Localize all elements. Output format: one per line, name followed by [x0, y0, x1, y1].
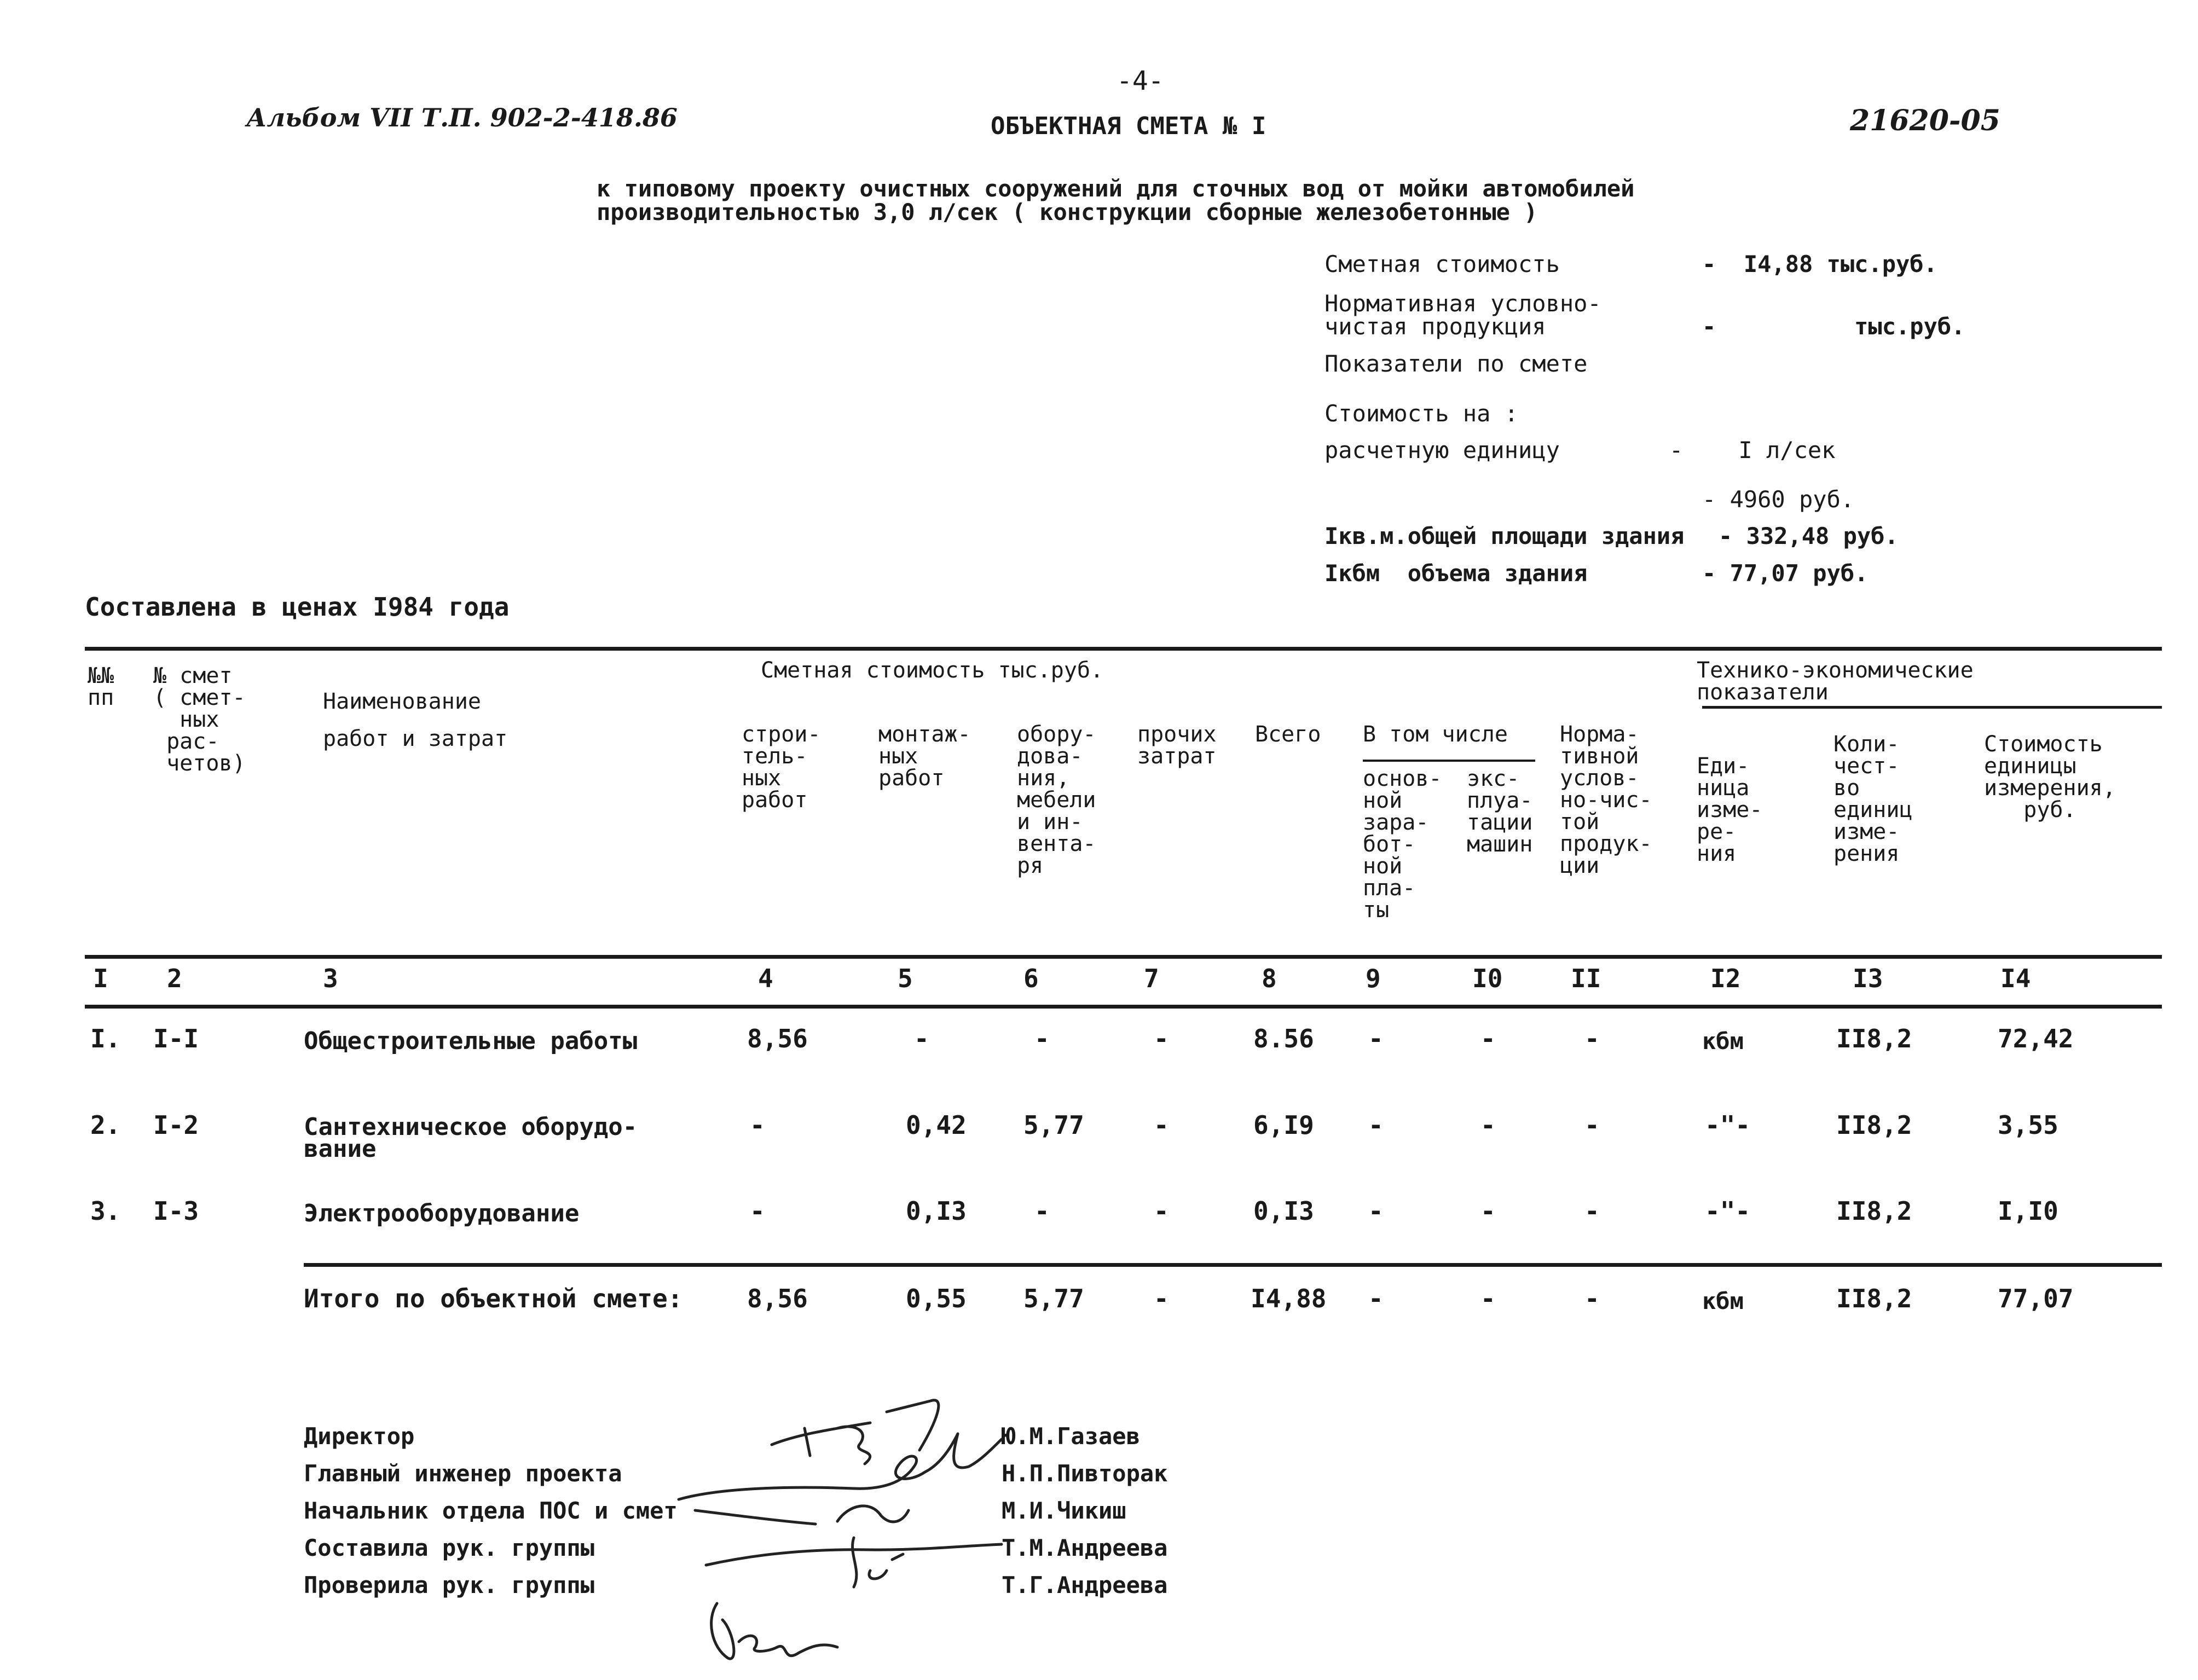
column-number: 6: [1023, 964, 1039, 993]
row-number: 3.: [90, 1196, 121, 1226]
row-estimate-ref: I-I: [153, 1024, 199, 1053]
column-number: 5: [898, 964, 913, 993]
unit-label: расчетную единицу: [1324, 437, 1560, 464]
row-unit-cost: 3,55: [1998, 1110, 2058, 1140]
row-normative: -: [1584, 1196, 1600, 1226]
signature-role: Начальник отдела ПОС и смет: [304, 1497, 678, 1524]
row-equipment: -: [1034, 1196, 1050, 1226]
column-number: I4: [2000, 964, 2031, 993]
totals-unit-cost: 77,07: [1998, 1284, 2074, 1313]
signatory-name: Ю.М.Газаев: [1002, 1423, 1140, 1450]
row-equipment: -: [1034, 1024, 1050, 1053]
row-unit: -"-: [1705, 1196, 1751, 1226]
signatory-name: Т.М.Андреева: [1002, 1534, 1168, 1561]
totals-total: I4,88: [1251, 1284, 1327, 1313]
signature-role: Главный инженер проекта: [304, 1460, 622, 1487]
totals-installation: 0,55: [906, 1284, 967, 1313]
header-machine-operation: экс- плуа- тации машин: [1467, 766, 1533, 857]
header-quantity: Коли- чест- во единиц изме- рения: [1833, 732, 1913, 866]
unit-value: - I л/сек: [1669, 437, 1836, 464]
page-number: -4-: [1117, 66, 1164, 96]
column-number: 3: [323, 964, 338, 993]
normative-label-2: чистая продукция: [1324, 313, 1546, 340]
signatory-name: М.И.Чикиш: [1002, 1497, 1126, 1524]
header-tech-group: Технико-экономические показатели: [1697, 658, 1974, 705]
row-total: 8.56: [1253, 1024, 1314, 1053]
volume-label: Iкбм объема здания: [1324, 560, 1588, 587]
row-estimate-ref: I-2: [153, 1110, 199, 1140]
row-number: I.: [90, 1024, 121, 1053]
header-installation: монтаж- ных работ: [878, 722, 971, 791]
header-cost-group: Сметная стоимость тыс.руб.: [761, 658, 1104, 683]
row-unit-cost: 72,42: [1998, 1024, 2074, 1053]
totals-unit: кбм: [1702, 1288, 1744, 1314]
volume-value: - 77,07 руб.: [1702, 560, 1869, 587]
signature-role: Проверила рук. группы: [304, 1572, 595, 1598]
column-numbers-rule: [85, 1005, 2162, 1009]
normative-value: - тыс.руб.: [1702, 313, 1965, 340]
row-normative: -: [1584, 1024, 1600, 1053]
totals-other: -: [1154, 1284, 1169, 1313]
column-number: 8: [1262, 964, 1277, 993]
row-item-name: Электрооборудование: [304, 1200, 580, 1227]
column-number: 7: [1144, 964, 1159, 993]
row-machine-operation: -: [1480, 1196, 1496, 1226]
subtitle-line-1: к типовому проекту очистных сооружений для сточных вод от мойки автомобилей: [597, 175, 1635, 202]
totals-equipment: 5,77: [1023, 1284, 1084, 1313]
header-unit: Еди- ница изме- ре- ния: [1697, 754, 1763, 866]
header-other: прочих затрат: [1137, 722, 1217, 769]
document-title: ОБЪЕКТНАЯ СМЕТА № I: [991, 112, 1266, 140]
column-number: II: [1571, 964, 1601, 993]
tech-group-rule: [1702, 706, 2162, 709]
header-including: В том числе: [1363, 722, 1508, 747]
header-equipment: обору- дова- ния, мебели и ин- вента- ря: [1017, 722, 1096, 878]
header-base-wage: основ- ной зара- бот- ной пла- ты: [1363, 766, 1442, 923]
table-top-rule: [85, 647, 2162, 651]
including-rule: [1363, 760, 1535, 762]
row-construction: -: [750, 1196, 765, 1226]
column-number: 9: [1366, 964, 1381, 993]
row-other: -: [1154, 1196, 1169, 1226]
row-construction: -: [750, 1110, 765, 1140]
totals-rule: [304, 1263, 2162, 1267]
header-total: Всего: [1255, 722, 1321, 747]
row-base-wage: -: [1368, 1024, 1384, 1053]
signatory-name: Т.Г.Андреева: [1002, 1572, 1168, 1598]
column-number: I: [93, 964, 108, 993]
row-unit: -"-: [1705, 1110, 1751, 1140]
totals-label: Итого по объектной смете:: [304, 1284, 683, 1313]
row-installation: 0,42: [906, 1110, 967, 1140]
header-construction: строи- тель- ных работ: [742, 722, 821, 813]
column-number: I3: [1853, 964, 1883, 993]
totals-base-wage: -: [1368, 1284, 1384, 1313]
album-reference: Альбом VII Т.П. 902-2-418.86: [246, 103, 678, 132]
row-number: 2.: [90, 1110, 121, 1140]
row-item-name: Общестроительные работы: [304, 1027, 638, 1055]
row-total: 0,I3: [1253, 1196, 1314, 1226]
row-quantity: II8,2: [1836, 1196, 1912, 1226]
row-unit-cost: I,I0: [1998, 1196, 2058, 1226]
header-row-number: №№ пп: [88, 663, 114, 710]
prices-note: Составлена в ценах I984 года: [85, 592, 510, 622]
signature-role: Составила рук. группы: [304, 1534, 595, 1561]
row-construction: 8,56: [747, 1024, 808, 1053]
header-item-name: Наименование работ и затрат: [323, 689, 508, 751]
row-estimate-ref: I-3: [153, 1196, 199, 1226]
row-base-wage: -: [1368, 1196, 1384, 1226]
estimated-cost-value: - I4,88 тыс.руб.: [1702, 251, 1937, 277]
row-total: 6,I9: [1253, 1110, 1314, 1140]
header-estimate-ref: № смет ( смет- ных рас- четов): [153, 663, 246, 776]
column-number: 4: [758, 964, 773, 993]
header-bottom-rule: [85, 955, 2162, 959]
unit-cost: - 4960 руб.: [1702, 486, 1855, 513]
signatory-name: Н.П.Пивторак: [1002, 1460, 1168, 1487]
document-code: 21620-05: [1850, 104, 2000, 137]
row-installation: -: [914, 1024, 929, 1053]
signature-role: Директор: [304, 1423, 415, 1450]
row-quantity: II8,2: [1836, 1024, 1912, 1053]
handwritten-signatures: [673, 1390, 1023, 1675]
header-unit-cost: Стоимость единицы измерения, руб.: [1984, 732, 2116, 822]
area-label: Iкв.м.общей площади здания: [1324, 523, 1685, 549]
row-normative: -: [1584, 1110, 1600, 1140]
totals-construction: 8,56: [747, 1284, 808, 1313]
row-machine-operation: -: [1480, 1110, 1496, 1140]
row-other: -: [1154, 1024, 1169, 1053]
column-number: I0: [1472, 964, 1503, 993]
cost-per-label: Стоимость на :: [1324, 400, 1519, 427]
row-machine-operation: -: [1480, 1024, 1496, 1053]
row-unit: кбм: [1702, 1028, 1744, 1055]
column-number: I2: [1710, 964, 1741, 993]
totals-quantity: II8,2: [1836, 1284, 1912, 1313]
estimated-cost-label: Сметная стоимость: [1324, 251, 1560, 277]
row-equipment: 5,77: [1023, 1110, 1084, 1140]
area-value: - 332,48 руб.: [1719, 523, 1899, 549]
subtitle-line-2: производительностью 3,0 л/сек ( конструкции сборные железобетонные ): [597, 199, 1538, 225]
totals-normative: -: [1584, 1284, 1600, 1313]
header-normative: Норма- тивной услов- но-чис- той продук- ции: [1560, 722, 1652, 878]
indicators-label: Показатели по смете: [1324, 350, 1588, 377]
row-item-name: Сантехническое оборудо- вание: [304, 1113, 638, 1163]
totals-machine-operation: -: [1480, 1284, 1496, 1313]
row-base-wage: -: [1368, 1110, 1384, 1140]
row-quantity: II8,2: [1836, 1110, 1912, 1140]
row-other: -: [1154, 1110, 1169, 1140]
normative-label-1: Нормативная условно-: [1324, 290, 1601, 317]
column-number: 2: [167, 964, 182, 993]
row-installation: 0,I3: [906, 1196, 967, 1226]
